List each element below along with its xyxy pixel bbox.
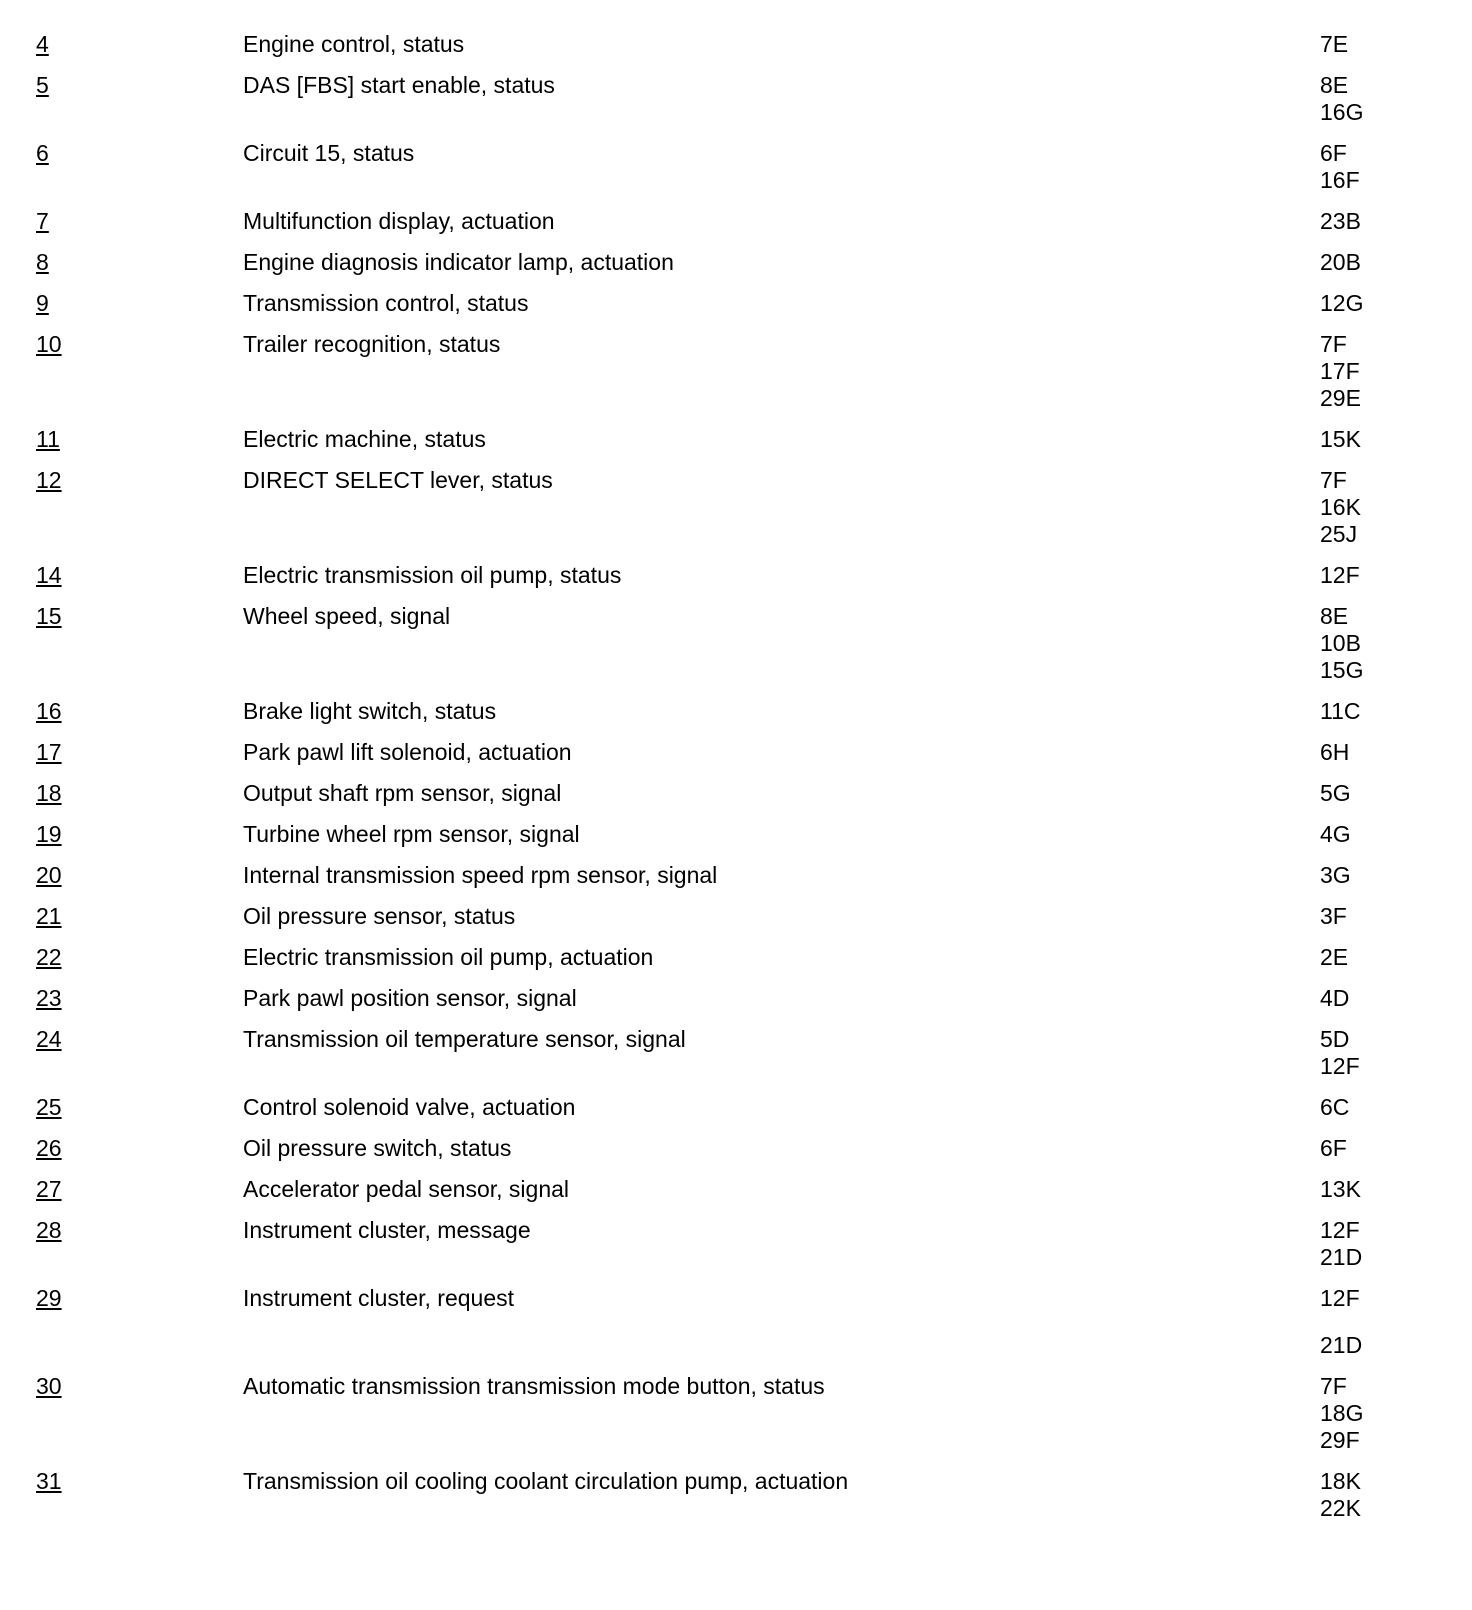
grid-reference-list <box>1320 1285 1362 1359</box>
legend-description: Instrument cluster, message <box>243 1217 531 1243</box>
legend-number-link[interactable]: 29 <box>36 1285 62 1311</box>
grid-reference: 21D <box>1320 1332 1363 1358</box>
grid-reference-list <box>1320 1135 1347 1162</box>
grid-reference: 5G <box>1320 780 1351 806</box>
legend-description: Automatic transmission transmission mode button, status <box>243 1373 825 1399</box>
legend-description: Transmission oil temperature sensor, signal <box>243 1026 686 1052</box>
grid-reference-list <box>1320 140 1360 194</box>
grid-reference: 3F <box>1320 903 1347 929</box>
grid-reference: 12F <box>1320 562 1360 588</box>
grid-reference-list <box>1320 603 1363 684</box>
grid-reference: 6F <box>1320 140 1347 166</box>
grid-reference: 3G <box>1320 862 1351 888</box>
grid-reference: 22K <box>1320 1495 1361 1521</box>
legend-number-link[interactable]: 18 <box>36 780 62 806</box>
grid-reference: 2E <box>1320 944 1349 970</box>
grid-reference-list <box>1320 1373 1363 1454</box>
legend-number-link[interactable]: 12 <box>36 467 62 493</box>
legend-number-link[interactable]: 27 <box>36 1176 62 1202</box>
legend-number-link[interactable]: 28 <box>36 1217 62 1243</box>
grid-reference-list <box>1320 208 1361 235</box>
grid-reference: 8E <box>1320 603 1349 629</box>
grid-reference: 5D <box>1320 1026 1350 1052</box>
legend-description: Oil pressure sensor, status <box>243 903 516 929</box>
grid-reference: 20B <box>1320 249 1361 275</box>
grid-reference-list <box>1320 1176 1361 1203</box>
grid-reference-list <box>1320 467 1361 548</box>
grid-reference: 29E <box>1320 385 1361 411</box>
legend-description: Transmission control, status <box>243 290 529 316</box>
grid-reference-list <box>1320 331 1361 412</box>
grid-reference-list <box>1320 1217 1362 1271</box>
legend-number-link[interactable]: 25 <box>36 1094 62 1120</box>
grid-reference: 4D <box>1320 985 1350 1011</box>
grid-reference: 7F <box>1320 1373 1347 1399</box>
grid-reference-list <box>1320 1094 1349 1121</box>
legend-number-link[interactable]: 14 <box>36 562 62 588</box>
grid-reference: 15K <box>1320 426 1361 452</box>
legend-description: Turbine wheel rpm sensor, signal <box>243 821 580 847</box>
grid-reference-list <box>1320 1468 1361 1522</box>
grid-reference: 17F <box>1320 358 1360 384</box>
legend-description: DIRECT SELECT lever, status <box>243 467 553 493</box>
grid-reference: 12G <box>1320 290 1364 316</box>
grid-reference-list <box>1320 31 1348 58</box>
grid-reference: 6C <box>1320 1094 1350 1120</box>
legend-number-link[interactable]: 20 <box>36 862 62 888</box>
legend-number-link[interactable]: 15 <box>36 603 62 629</box>
legend-description: Oil pressure switch, status <box>243 1135 512 1161</box>
legend-description: Park pawl lift solenoid, actuation <box>243 739 572 765</box>
grid-reference: 11C <box>1320 698 1361 724</box>
grid-reference-list <box>1320 862 1351 889</box>
grid-reference: 8E <box>1320 72 1349 98</box>
legend-description: Electric transmission oil pump, status <box>243 562 622 588</box>
grid-reference-list <box>1320 249 1361 276</box>
legend-description: Accelerator pedal sensor, signal <box>243 1176 570 1202</box>
grid-reference-list <box>1320 290 1363 317</box>
grid-reference: 6H <box>1320 739 1350 765</box>
grid-reference-list <box>1320 821 1351 848</box>
legend-number-link[interactable]: 10 <box>36 331 62 357</box>
grid-reference: 16G <box>1320 99 1364 125</box>
legend-description: Electric machine, status <box>243 426 486 452</box>
legend-number-link[interactable]: 26 <box>36 1135 62 1161</box>
legend-number-link[interactable]: 30 <box>36 1373 62 1399</box>
grid-reference: 16F <box>1320 167 1360 193</box>
legend-description: Trailer recognition, status <box>243 331 501 357</box>
grid-reference: 10B <box>1320 630 1361 656</box>
grid-reference: 7E <box>1320 31 1349 57</box>
legend-description: Transmission oil cooling coolant circulation pump, actuation <box>243 1468 849 1494</box>
legend-number-link[interactable]: 9 <box>36 290 49 316</box>
grid-reference: 4G <box>1320 821 1351 847</box>
grid-reference: 15G <box>1320 657 1364 683</box>
grid-reference-list <box>1320 780 1351 807</box>
grid-reference: 12F <box>1320 1285 1360 1311</box>
legend-number-link[interactable]: 11 <box>36 426 60 452</box>
grid-reference-list <box>1320 1026 1360 1080</box>
grid-reference: 7F <box>1320 331 1347 357</box>
legend-number-link[interactable]: 7 <box>36 208 49 234</box>
legend-number-link[interactable]: 24 <box>36 1026 62 1052</box>
grid-reference-list <box>1320 903 1347 930</box>
grid-reference: 13K <box>1320 1176 1361 1202</box>
grid-reference: 25J <box>1320 521 1358 547</box>
grid-reference-list <box>1320 426 1361 453</box>
legend-description: Control solenoid valve, actuation <box>243 1094 576 1120</box>
grid-reference: 18K <box>1320 1468 1361 1494</box>
legend-number-link[interactable]: 4 <box>36 31 49 57</box>
grid-reference: 18G <box>1320 1400 1364 1426</box>
legend-number-link[interactable]: 22 <box>36 944 62 970</box>
grid-reference: 12F <box>1320 1053 1360 1079</box>
legend-description: Output shaft rpm sensor, signal <box>243 780 562 806</box>
legend-description: Circuit 15, status <box>243 140 415 166</box>
grid-reference-list <box>1320 698 1361 725</box>
legend-number-link[interactable]: 19 <box>36 821 62 847</box>
legend-number-link[interactable]: 6 <box>36 140 49 166</box>
legend-description: Park pawl position sensor, signal <box>243 985 577 1011</box>
legend-description: Engine diagnosis indicator lamp, actuation <box>243 249 674 275</box>
legend-description: Instrument cluster, request <box>243 1285 515 1311</box>
grid-reference-list <box>1320 562 1360 589</box>
grid-reference-list <box>1320 72 1363 126</box>
grid-reference: 16K <box>1320 494 1361 520</box>
grid-reference: 29F <box>1320 1427 1360 1453</box>
grid-reference: 21D <box>1320 1244 1363 1270</box>
legend-description: Internal transmission speed rpm sensor, signal <box>243 862 718 888</box>
legend-number-link[interactable]: 21 <box>36 903 62 929</box>
legend-number-link[interactable]: 8 <box>36 249 49 275</box>
legend-description: Engine control, status <box>243 31 465 57</box>
grid-reference: 7F <box>1320 467 1347 493</box>
grid-reference: 12F <box>1320 1217 1360 1243</box>
legend-number-link[interactable]: 16 <box>36 698 62 724</box>
legend-number-link[interactable]: 17 <box>36 739 62 765</box>
grid-reference-list <box>1320 985 1349 1012</box>
legend-number-link[interactable]: 5 <box>36 72 49 98</box>
grid-reference-list <box>1320 739 1349 766</box>
legend-description: Wheel speed, signal <box>243 603 451 629</box>
legend-description: Multifunction display, actuation <box>243 208 555 234</box>
legend-description: DAS [FBS] start enable, status <box>243 72 555 98</box>
grid-reference-list <box>1320 944 1348 971</box>
legend-description: Brake light switch, status <box>243 698 497 724</box>
legend-number-link[interactable]: 23 <box>36 985 62 1011</box>
grid-reference: 6F <box>1320 1135 1347 1161</box>
legend-number-link[interactable]: 31 <box>36 1468 62 1494</box>
grid-reference: 23B <box>1320 208 1361 234</box>
legend-description: Electric transmission oil pump, actuation <box>243 944 654 970</box>
